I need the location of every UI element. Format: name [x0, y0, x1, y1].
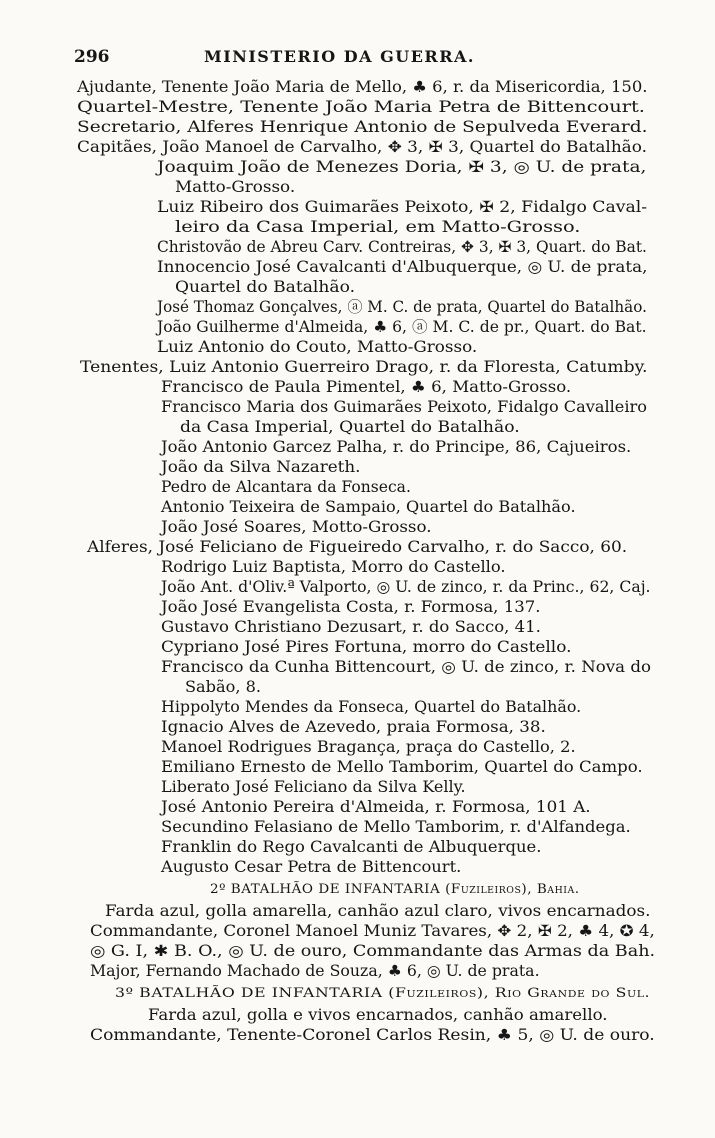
- text-line: João Guilherme d'Almeida, ♣ 6, ⓐ M. C. de pr., Quart. do Bat.: [157, 318, 647, 336]
- text-line: Luiz Ribeiro dos Guimarães Peixoto, ✠ 2, Fidalgo Caval-: [157, 198, 648, 216]
- text-line: Luiz Antonio do Couto, Matto-Grosso.: [157, 338, 478, 356]
- section-heading: 3º BATALHÃO DE INFANTARIA (Fuzileiros), Rio Grande do Sul.: [115, 986, 651, 1001]
- running-title: MINISTERIO DA GUERRA.: [204, 47, 475, 66]
- text-line: Christovão de Abreu Carv. Contreiras, ✥ 3, ✠ 3, Quart. do Bat.: [157, 238, 647, 256]
- text-line: João da Silva Nazareth.: [161, 458, 361, 476]
- text-line: Quartel-Mestre, Tenente João Maria Petra de Bittencourt.: [77, 98, 645, 116]
- text-line: leiro da Casa Imperial, em Matto-Grosso.: [175, 218, 581, 236]
- text-line: Augusto Cesar Petra de Bittencourt.: [161, 858, 462, 876]
- text-line: Ajudante, Tenente João Maria de Mello, ♣ 6, r. da Misericordia, 150.: [77, 78, 648, 96]
- text-line: Pedro de Alcantara da Fonseca.: [161, 478, 411, 496]
- text-line: ◎ G. I, ✱ B. O., ◎ U. de ouro, Commandante das Armas da Bah.: [90, 942, 656, 960]
- text-line: Innocencio José Cavalcanti d'Albuquerque, ◎ U. de prata,: [157, 258, 648, 276]
- text-line: Franklin do Rego Cavalcanti de Albuquerque.: [161, 838, 542, 856]
- text-line: João Antonio Garcez Palha, r. do Principe, 86, Cajueiros.: [161, 438, 632, 456]
- text-line: Joaquim João de Menezes Doria, ✠ 3, ◎ U. de prata,: [157, 158, 647, 176]
- text-line: João José Evangelista Costa, r. Formosa, 137.: [161, 598, 541, 616]
- text-line: Commandante, Tenente-Coronel Carlos Resin, ♣ 5, ◎ U. de ouro.: [90, 1026, 655, 1044]
- page-number: 296: [74, 47, 110, 67]
- section-heading: 2º BATALHÃO DE INFANTARIA (Fuzileiros), Bahia.: [210, 882, 580, 897]
- text-line: Ignacio Alves de Azevedo, praia Formosa, 38.: [161, 718, 546, 736]
- text-line: Secundino Felasiano de Mello Tamborim, r. d'Alfandega.: [161, 818, 631, 836]
- text-line: Capitães, João Manoel de Carvalho, ✥ 3, ✠ 3, Quartel do Batalhão.: [77, 138, 647, 156]
- text-line: Francisco de Paula Pimentel, ♣ 6, Matto-Grosso.: [161, 378, 572, 396]
- page-header: [74, 47, 664, 71]
- text-line: José Antonio Pereira d'Almeida, r. Formosa, 101 A.: [161, 798, 591, 816]
- text-line: Gustavo Christiano Dezusart, r. do Sacco, 41.: [161, 618, 541, 636]
- text-line: Liberato José Feliciano da Silva Kelly.: [161, 778, 466, 796]
- text-line: Quartel do Batalhão.: [175, 278, 356, 296]
- text-line: Farda azul, golla e vivos encarnados, canhão amarello.: [148, 1006, 608, 1024]
- text-line: Farda azul, golla amarella, canhão azul claro, vivos encarnados.: [105, 902, 651, 920]
- text-line: Tenentes, Luiz Antonio Guerreiro Drago, r. da Floresta, Catumby.: [80, 358, 648, 376]
- text-line: Antonio Teixeira de Sampaio, Quartel do Batalhão.: [161, 498, 576, 516]
- text-line: Matto-Grosso.: [175, 178, 296, 196]
- text-line: Hippolyto Mendes da Fonseca, Quartel do Batalhão.: [161, 698, 582, 716]
- text-line: Secretario, Alferes Henrique Antonio de Sepulveda Everard.: [77, 118, 648, 136]
- text-line: Commandante, Coronel Manoel Muniz Tavares, ✥ 2, ✠ 2, ♣ 4, ✪ 4,: [90, 922, 655, 940]
- text-line: Francisco da Cunha Bittencourt, ◎ U. de zinco, r. Nova do: [161, 658, 652, 676]
- text-line: Sabão, 8.: [185, 678, 262, 696]
- text-line: Rodrigo Luiz Baptista, Morro do Castello.: [161, 558, 506, 576]
- text-line: Major, Fernando Machado de Souza, ♣ 6, ◎ U. de prata.: [90, 962, 540, 980]
- text-line: Manoel Rodrigues Bragança, praça do Castello, 2.: [161, 738, 576, 756]
- text-line: João José Soares, Motto-Grosso.: [161, 518, 432, 536]
- text-line: Francisco Maria dos Guimarães Peixoto, Fidalgo Cavalleiro: [161, 398, 647, 416]
- text-line: Alferes, José Feliciano de Figueiredo Carvalho, r. do Sacco, 60.: [87, 538, 628, 556]
- text-line: da Casa Imperial, Quartel do Batalhão.: [180, 418, 520, 436]
- text-line: Emiliano Ernesto de Mello Tamborim, Quartel do Campo.: [161, 758, 643, 776]
- text-line: Cypriano José Pires Fortuna, morro do Castello.: [161, 638, 572, 656]
- text-line: José Thomaz Gonçalves, ⓐ M. C. de prata, Quartel do Batalhão.: [157, 298, 647, 316]
- text-line: João Ant. d'Oliv.ª Valporto, ◎ U. de zinco, r. da Princ., 62, Caj.: [161, 578, 651, 596]
